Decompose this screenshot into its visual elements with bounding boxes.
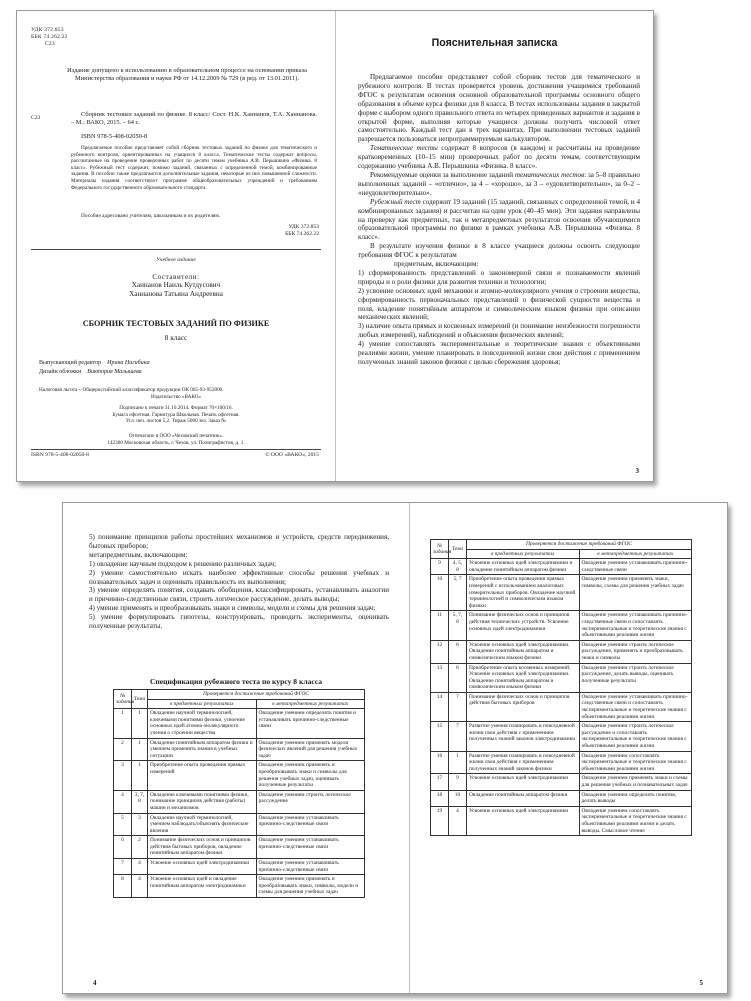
list-item: 4) умение сопоставлять экспериментальные и теоретические знания с объективными реалиями жизни, умение планировать в повседневной жизни свои действия с применением полученных знаний законов физики с целью сбережения здоровья;	[358, 340, 640, 366]
cell-meta: Овладение умением строить логическое рассуждение, делать выводы, оценивать полученные результаты	[579, 663, 692, 692]
list-item: метапредметным, включающим:	[89, 550, 188, 559]
specification-table	[113, 689, 365, 898]
cell-num: 9	[431, 559, 449, 575]
book-grade: 8 класс	[164, 333, 188, 342]
compilers-label: Составители:	[152, 273, 200, 281]
intro-paragraph-5: В результате изучения физики в 8 классе учащиеся должны освоить следующие требования ФГОС к результатам	[358, 242, 640, 260]
cell-meta: Овладение умением применять и преобразовывать знаки, символы, модели и схемы для решения учебных задач	[256, 875, 365, 898]
isbn-line: ISBN 978-5-408-02050-8	[81, 133, 148, 140]
cell-meta: Овладение умением устанавливать причинно-следственные связи и сопоставлять экспериментальные и теоретические знания с объективными реалиями жизни	[579, 692, 692, 721]
table-row	[114, 859, 365, 875]
column-header-group: Проверяется достижение требований ФГОС	[148, 690, 365, 700]
author-mark: С23	[45, 41, 55, 48]
cell-meta: Овладение умением применять знаки, символы, схемы для решения учебных задач	[579, 575, 692, 611]
audience-note: Пособие адресовано учителям, школьникам и их родителям.	[81, 213, 221, 219]
cell-meta: Овладение умением устанавливать причинно-следственные связи	[579, 559, 692, 575]
cell-meta: Овладение умением устанавливать причинно-следственные связи	[256, 836, 365, 859]
table-row	[114, 836, 365, 859]
cell-topic: 4	[132, 859, 148, 875]
cell-topic: 3, 7, 8	[132, 790, 148, 813]
cell-subject: Усвоение основных идей электродинамики	[467, 774, 580, 790]
cell-meta: Овладение умением устанавливать причинно-следственные связи	[256, 859, 365, 875]
cell-meta: Овладение умением применять знаки и схемы для решения учебных и познавательных задач	[579, 774, 692, 790]
table-title: Спецификация рубежного теста по курсу 8 класса	[149, 677, 323, 686]
cover-designer-name: Виктория Малышева	[87, 368, 142, 375]
cell-num: 11	[431, 611, 449, 640]
table-row	[431, 790, 692, 806]
printed-by-line-1: Отпечатано в ООО «Чеховский печатник».	[128, 433, 224, 439]
specification-page-right	[410, 503, 727, 993]
cell-subject: Овладение ключевыми понятиями физики, понимание принципов действия (работы) машин и механизмов	[148, 790, 257, 813]
cell-topic: 7	[449, 722, 467, 751]
requirements-list	[358, 269, 640, 367]
cell-num: 5	[114, 813, 132, 836]
page-number: 3	[635, 467, 639, 475]
intro-page	[336, 11, 653, 481]
table-row	[431, 774, 692, 790]
cell-subject: Усвоение основных идей и овладение понятийным аппаратом электродинамики	[148, 875, 257, 898]
print-line-1: Подписано к печати 31.10.2014. Формат 70×100/16.	[119, 405, 233, 411]
intro-paragraph-4: Рубежный тест содержит 19 заданий (15 заданий, связанных с определенной темой, и 4 комбинированных задания) и рассчитан на один урок (40–45 мин). Эти задания направлены на проверку как предметных, так и метапредметных результатов освоения обучающимися образовательной программы по физике в рамках учебника А.В. Перышкина «Физика. 8 класс».	[358, 197, 640, 242]
table-row	[431, 640, 692, 663]
cell-num: 19	[431, 806, 449, 835]
cell-num: 14	[431, 692, 449, 721]
specification-page-left	[63, 503, 409, 993]
column-header-subject: в предметных результатах	[148, 699, 257, 709]
editor-name: Ирина Нагибина	[107, 360, 150, 366]
cell-subject: Понимание физических основ и принципов действия бытовых приборов	[467, 692, 580, 721]
cell-subject: Овладение понятийным аппаратом физики	[467, 790, 580, 806]
cell-topic: 5, 7	[449, 575, 467, 611]
cell-meta: Овладение умением устанавливать причинно-следственные связи	[256, 813, 365, 836]
list-item: 1) сформированность представлений о закономерной связи и познаваемости явлений природы и о роли физики для развития техники и технологии;	[358, 268, 640, 286]
cell-meta: Овладение умением определять понятия, делать выводы	[579, 790, 692, 806]
column-header-topic: Тема	[449, 540, 467, 559]
list-item: 2) усвоение основных идей механики и атомно-молекулярного учения о строении вещества, сформированность первоначальных представлений о физической сущности вещества и поля, владение понятийным аппаратом и символическим языком физики при описании механических явлений;	[358, 286, 640, 322]
cell-meta: Овладение умением сопоставлять экспериментальные и теоретические знания с объективными реалиями жизни и делать выводы. Смысловое чтение	[579, 806, 692, 835]
cell-topic: 5, 7, 8	[449, 611, 467, 640]
cell-meta: Овладение умением устанавливать причинно-следственные связи и сопоставлять экспериментальные и теоретические знания с объективными реалиями жизни	[579, 611, 692, 640]
cell-topic: 4	[449, 806, 467, 835]
table-row	[431, 806, 692, 835]
cell-meta: Овладение умением определять понятия и устанавливать причинно-следственные связи	[256, 709, 365, 738]
printed-by-line-2: 142300 Московская область, г. Чехов, ул. Полиграфистов, д. 1.	[107, 439, 245, 446]
cell-subject: Овладение понятийным аппаратом физики и умением применять знания в учебных ситуациях	[148, 738, 257, 761]
compiler-1: Ханнанов Наиль Кутдусович	[131, 281, 221, 290]
cell-num: 8	[114, 875, 132, 898]
cell-subject: Приобретение опыта проведения прямых измерений с использованием аналоговых измерительных приборов. Овладение научной терминологией и символическим языком физики	[467, 575, 580, 611]
cell-subject: Овладение научной терминологией, умением наблюдать/объяснять физические явления	[148, 813, 257, 836]
cip-code: С23	[31, 115, 41, 121]
cell-topic: 4	[132, 875, 148, 898]
bbk-code-2: ББК 74.262.22	[285, 231, 319, 238]
table-row	[431, 575, 692, 611]
meta-requirements-list	[89, 533, 389, 631]
table-row	[114, 875, 365, 898]
cover-designer-label: Дизайн обложки	[39, 368, 82, 375]
spread-specification	[62, 502, 728, 994]
cell-meta: Овладение умением строить логическое рассуждение	[256, 790, 365, 813]
cell-num: 17	[431, 774, 449, 790]
cell-subject: Усвоение основных идей электродинамики	[467, 806, 580, 835]
specification-table-continued	[430, 539, 692, 836]
cell-topic: 4, 5, 8	[449, 559, 467, 575]
table-row	[431, 559, 692, 575]
copyright: © ООО «ВАКО», 2015	[265, 452, 319, 458]
isbn-bottom: ISBN 978-5-408-02050-8	[31, 452, 89, 458]
cell-subject: Усвоение основных идей электродинамики	[148, 859, 257, 875]
table-row	[114, 761, 365, 790]
compiler-2: Ханнанова Татьяна Андреевна	[129, 289, 223, 298]
list-item: 4) умение применять и преобразовывать знаки и символы, модели и схемы для решения задач;	[89, 604, 376, 613]
udk-code: УДК 372.853	[31, 27, 64, 33]
cell-subject: Овладение научной терминологией, ключевыми понятиями физики, усвоение основных идей атомно-молекулярного учения о строении вещества	[148, 709, 257, 738]
column-header-num: № задания	[114, 690, 132, 709]
cell-topic: 2	[132, 836, 148, 859]
cell-topic: 10	[449, 790, 467, 806]
column-header-group: Проверяется достижение требований ФГОС	[467, 540, 692, 550]
cell-topic: 3	[132, 813, 148, 836]
cell-subject: Понимание физических основ и принципов действия бытовых приборов, овладение понятийным аппаратом физики	[148, 836, 257, 859]
cell-num: 10	[431, 575, 449, 611]
cell-topic: 1	[449, 751, 467, 774]
intro-paragraph-6: предметным, включающим:	[394, 260, 479, 269]
cell-subject: Развитие умения планировать в повседневной жизни свои действия с применением полученных знаний законов электродинамики	[467, 722, 580, 751]
cell-num: 4	[114, 790, 132, 813]
cell-num: 15	[431, 722, 449, 751]
list-item: 3) умение определять понятия, создавать обобщения, классифицировать, устанавливать аналогии и причинно-следственные связи, строить логическое рассуждение, делать выводы;	[89, 586, 389, 604]
column-header-num: № задания	[431, 540, 449, 559]
table-row	[114, 738, 365, 761]
table-row	[431, 611, 692, 640]
divider	[31, 249, 321, 250]
cell-subject: Понимание физических основ и принципов действия технических устройств. Усвоение основных идей электродинамики	[467, 611, 580, 640]
book-title: СБОРНИК ТЕСТОВЫХ ЗАДАНИЙ ПО ФИЗИКЕ	[82, 319, 270, 328]
cell-topic: 1	[132, 738, 148, 761]
cell-num: 6	[114, 836, 132, 859]
cell-topic: 7	[449, 692, 467, 721]
cell-meta: Овладение умением сопоставлять экспериментальные и теоретические знания с объективными реалиями жизни	[579, 751, 692, 774]
bbk-code: ББК 74.262.22	[31, 34, 68, 41]
table-row	[114, 790, 365, 813]
cell-num: 18	[431, 790, 449, 806]
cell-topic: 6	[449, 640, 467, 663]
spread-imprint-and-intro	[16, 10, 654, 482]
cell-num: 12	[431, 640, 449, 663]
divider-bottom	[31, 449, 321, 450]
thematic-tests-term: Тематические тесты	[370, 144, 438, 153]
milestone-test-term: Рубежный тест	[370, 197, 421, 206]
list-item: 2) умение самостоятельно искать наиболее эффективные способы решения учебных и познавательных задач и оценивать правильность их выполнения;	[89, 568, 389, 586]
publisher-name: Издательство «ВАКО»	[150, 394, 202, 400]
column-header-topic: Тема	[132, 690, 148, 709]
cell-num: 2	[114, 738, 132, 761]
cell-topic: 9	[449, 774, 467, 790]
edition-type: Учебное издание	[156, 257, 196, 263]
page-title: Пояснительная записка	[431, 37, 558, 49]
annotation: Предлагаемое пособие представляет собой сборник тестовых заданий по физике для тематического и рубежного контроля, ориентированных на учащихся 8 класса. Тематические тесты содержат вопросы, рассчитанные на проведение проверочных работ по десяти темам учебника А.В. Перышкина «Физика. 8 класс». Рубежный тест содержит, помимо заданий, связанных с определенной темой, комбинированные задания. В пособии также предлагаются дополнительные задания, некоторые из них повышенной сложности. Материалы издания соответствуют программе общеобразовательных учреждений и требованиям Федерального государственного образовательного стандарта.	[71, 145, 317, 191]
list-item: 5) понимание принципов работы простейших механизмов и устройств, средств передвижения, бытовых приборов;	[89, 533, 389, 550]
table-row	[431, 722, 692, 751]
table-row	[431, 751, 692, 774]
cell-num: 16	[431, 751, 449, 774]
intro-paragraph-1: Предлагаемое пособие представляет собой сборник тестов для тематического и рубежного контроля. В тестах проверяется уровень достижения учащимися требований ФГОС к результатам освоения основной образовательной программы основного общего образования в объеме курса физики для 8 класса. В тестах использованы задания в закрытой форме с выбором одного правильного ответа из четырех приведенных вариантов и задания в открытой форме, выполняя которые учащиеся должны получить числовой ответ самостоятельно. Каждый тест дан в трех вариантах. При выполнении тестовых заданий разрешается пользоваться непрограммируемым калькулятором.	[358, 73, 640, 144]
list-item: 5) умение формулировать гипотезы, конструировать, проводить эксперименты, оценивать полученные результаты.	[89, 613, 389, 631]
list-item: 3) наличие опыта прямых и косвенных измерений (и понимание неизбежности погрешности любых измерений), наблюдений и объяснения физических явлений;	[358, 322, 640, 340]
table-row	[431, 692, 692, 721]
cell-subject: Приобретение опыта проведения прямых измерений	[148, 761, 257, 790]
cell-meta: Овладение умением строить логическое рассуждение и сопоставлять экспериментальные и теоретические знания с объективными реалиями жизни	[579, 722, 692, 751]
page-number: 4	[93, 979, 97, 987]
tax-note: Налоговая льгота – Общероссийский классификатор продукции ОК 005-93-953000.	[39, 387, 224, 393]
print-line-3: Усл. печ. листов 5,2. Тираж 5000 экз. Заказ №	[125, 418, 227, 424]
cell-num: 7	[114, 859, 132, 875]
page-number: 5	[699, 979, 703, 987]
cell-subject: Приобретение опыта косвенных измерений. Усвоение основных идей электродинамики. Овладение понятийным аппаратом и символическим языком физики	[467, 663, 580, 692]
cell-topic: 1	[132, 709, 148, 738]
column-header-meta: в метапредметных результатах	[579, 549, 692, 559]
intro-paragraph-3: Рекомендуемые оценки за выполнение заданий тематических тестов: за 5–8 правильно выполненных заданий – «отлично», за 4 – «хорошо», за 3 – «удовлетворительно», за 0–2 – «неудовлетворительно».	[358, 170, 640, 197]
cell-meta: Овладение умением применять и преобразовывать знаки и символы для решения учебных задач, оценивать полученные результаты	[256, 761, 365, 790]
editor-label: Выпускающий редактор	[39, 360, 102, 366]
table-row	[431, 663, 692, 692]
cell-meta: Овладение умением применять модели физических явлений для решения учебных задач	[256, 738, 365, 761]
cell-topic: 1	[132, 761, 148, 790]
udk-code-2: УДК 372.853	[288, 224, 319, 230]
permission-note: Издание допущено к использованию в образовательном процессе на основании приказа Министерства образования и науки РФ от 14.12.2009 № 729 (в ред. от 13.01.2011).	[67, 67, 307, 83]
table-body	[114, 709, 365, 898]
table-row	[114, 813, 365, 836]
cell-num: 3	[114, 761, 132, 790]
cell-subject: Усвоение основных идей электродинамики и овладение понятийным аппаратом физики	[467, 559, 580, 575]
cip-description: Сборник тестовых заданий по физике. 8 класс/ Сост. Н.К. Ханнанов, Т.А. Ханнанова. – М.: ВАКО, 2015. – 64 с.	[71, 111, 317, 127]
cell-num: 13	[431, 663, 449, 692]
column-header-meta: в метапредметных результатах	[256, 699, 365, 709]
cell-num: 1	[114, 709, 132, 738]
cell-meta: Овладение умением строить логическое рассуждение, применять и преобразовывать знаки и символы	[579, 640, 692, 663]
list-item: 1) овладение научным подходом к решению различных задач;	[89, 559, 277, 568]
intro-paragraph-2: Тематические тесты содержат 8 вопросов (в каждом) и рассчитаны на проведение кратковременных (10–15 мин) проверочных работ по десяти темам, соответствующим содержанию учебника А.В. Перышкина «Физика. 8 класс».	[358, 144, 640, 171]
cell-subject: Усвоение основных идей электродинамики. Овладение понятийным аппаратом и символическим языком физики	[467, 640, 580, 663]
table-row	[114, 709, 365, 738]
column-header-subject: в предметных результатах	[467, 549, 580, 559]
table-body	[431, 559, 692, 836]
imprint-page	[17, 11, 335, 481]
print-line-2: Бумага офсетная. Гарнитура Школьная. Печать офсетная.	[112, 411, 240, 418]
cell-subject: Развитие умения планировать в повседневной жизни свои действия с применением полученных знаний законов физики	[467, 751, 580, 774]
cell-topic: 6	[449, 663, 467, 692]
